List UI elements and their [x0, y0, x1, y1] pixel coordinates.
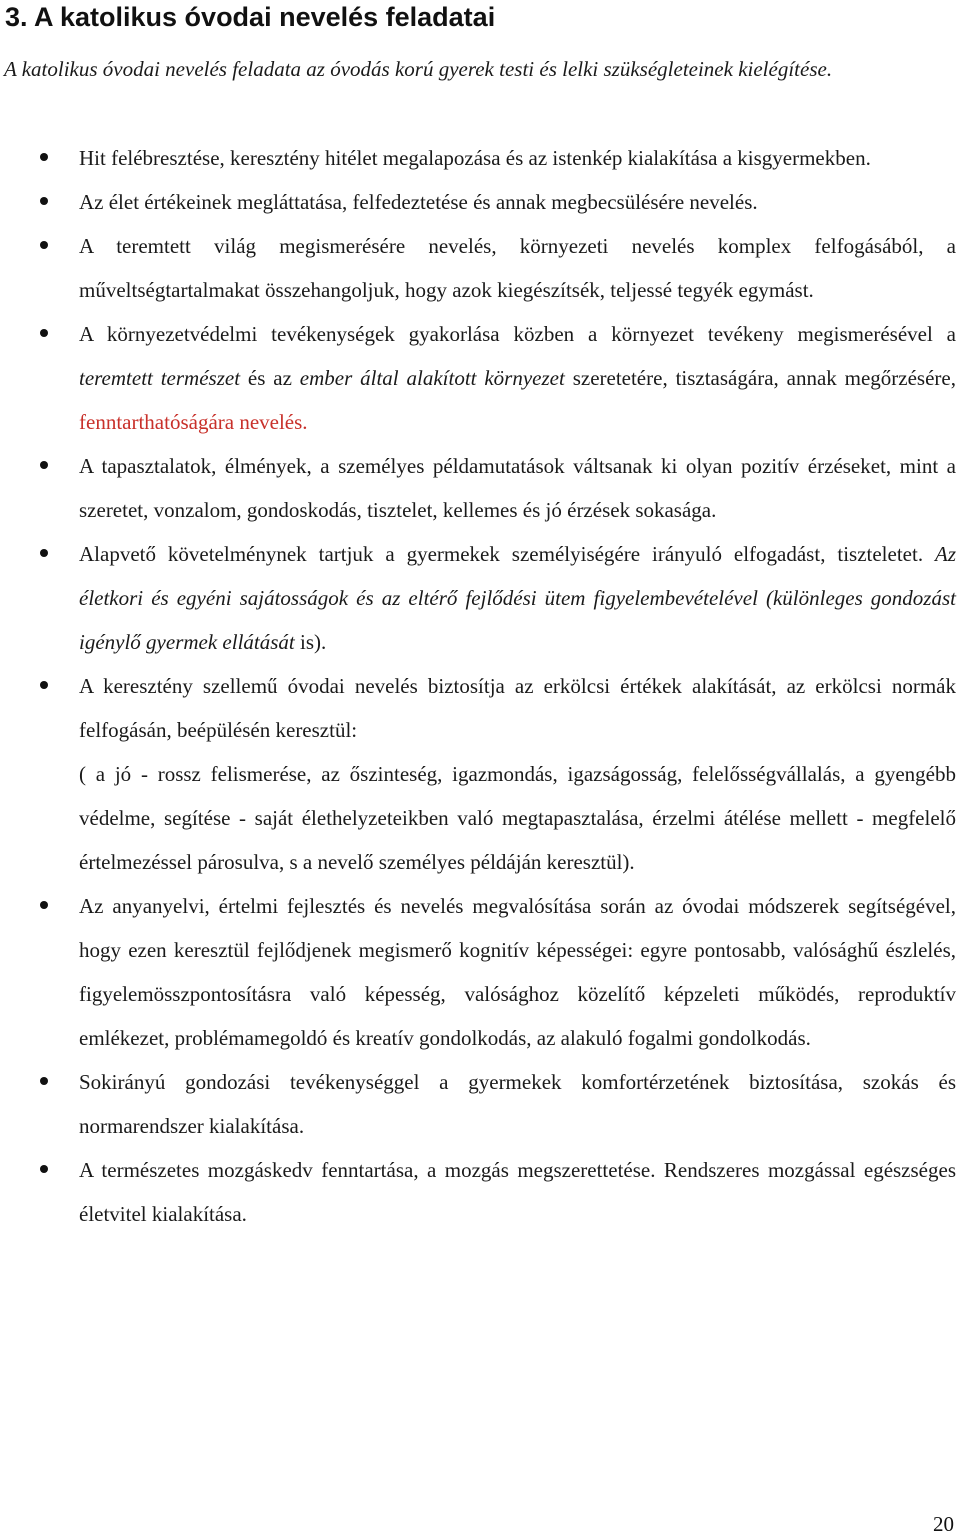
list-item	[0, 136, 960, 180]
text-run: és az	[240, 366, 300, 390]
bullet-icon	[40, 1077, 48, 1085]
bullet-icon	[40, 461, 48, 469]
text-run-highlight: fenntarthatóságára nevelés.	[79, 410, 308, 434]
list-item	[0, 180, 960, 224]
list-item	[0, 312, 960, 444]
text-run: szeretetére, tisztaságára, annak megőrzésére,	[564, 366, 956, 390]
text-run: is).	[294, 630, 327, 654]
text-run: Alapvető követelménynek tartjuk a gyermekek személyiségére irányuló elfogadást, tiszteletet.	[79, 542, 935, 566]
bullet-icon	[40, 681, 48, 689]
list-item	[0, 1060, 960, 1148]
task-list	[0, 136, 960, 1236]
list-item-text	[79, 312, 956, 444]
list-item-text	[79, 532, 956, 664]
bullet-icon	[40, 241, 48, 249]
list-item	[0, 1148, 960, 1236]
list-item	[0, 664, 960, 884]
text-run-italic: Az életkori és egyéni sajátosságok és az eltérő fejlődési ütem figyelembevételével (különleges gondozást igénylő gyermek ellátását	[79, 542, 956, 654]
list-item	[0, 532, 960, 664]
bullet-icon	[40, 329, 48, 337]
list-item-text: Sokirányú gondozási tevékenységgel a gyermekek komfortérzetének biztosítása, szokás és normarendszer kialakítása.	[79, 1070, 956, 1138]
page-number: 20	[933, 1512, 954, 1536]
intro-paragraph: A katolikus óvodai nevelés feladata az óvodás korú gyerek testi és lelki szükségleteinek kielégítése.	[4, 57, 833, 81]
bullet-icon	[40, 153, 48, 161]
text-run-italic: ember által alakított környezet	[299, 366, 565, 390]
list-item	[0, 884, 960, 1060]
bullet-icon	[40, 901, 48, 909]
list-item-text: A keresztény szellemű óvodai nevelés biztosítja az erkölcsi értékek alakítását, az erkölcsi normák felfogásán, beépülésén keresztül:	[79, 674, 956, 742]
bullet-icon	[40, 1165, 48, 1173]
bullet-icon	[40, 549, 48, 557]
list-item-text: A teremtett világ megismerésére nevelés, környezeti nevelés komplex felfogásából, a műveltségtartalmakat összehangoljuk, hogy azok kiegészítsék, teljessé tegyék egymást.	[79, 234, 956, 302]
list-item-subtext: ( a jó - rossz felismerése, az őszinteség, igazmondás, igazságosság, felelősségvállalás, a gyengébb védelme, segítése - saját élethelyzeteikben való megtapasztalása, érzelmi átélése mellett - megfelelő értelmezéssel párosulva, s a nevelő személyes példáján keresztül).	[79, 762, 956, 874]
text-run-italic: teremtett természet	[79, 366, 241, 390]
list-item-text: Az élet értékeinek megláttatása, felfedeztetése és annak megbecsülésére nevelés.	[79, 190, 758, 214]
bullet-icon	[40, 197, 48, 205]
text-run: A környezetvédelmi tevékenységek gyakorlása közben a környezet tevékeny megismerésével a	[79, 322, 956, 346]
list-item-text: A tapasztalatok, élmények, a személyes példamutatások váltsanak ki olyan pozitív érzéseket, mint a szeretet, vonzalom, gondoskodás, tisztelet, kellemes és jó érzések sokasága.	[79, 454, 956, 522]
list-item	[0, 224, 960, 312]
list-item-text: A természetes mozgáskedv fenntartása, a mozgás megszerettetése. Rendszeres mozgással egészséges életvitel kialakítása.	[79, 1158, 956, 1226]
list-item	[0, 444, 960, 532]
list-item-text: Hit felébresztése, keresztény hitélet megalapozása és az istenkép kialakítása a kisgyermekben.	[79, 146, 871, 170]
section-heading: 3. A katolikus óvodai nevelés feladatai	[5, 2, 496, 32]
list-item-text: Az anyanyelvi, értelmi fejlesztés és nevelés megvalósítása során az óvodai módszerek segítségével, hogy ezen keresztül fejlődjenek megismerő kognitív képességei: egyre pontosabb, valósághű észlelés, figyelemösszpontosításra való képesség, valósághoz közelítő képzeleti működés, reproduktív emlékezet, problémamegoldó és kreatív gondolkodás, az alakuló fogalmi gondolkodás.	[79, 894, 956, 1050]
